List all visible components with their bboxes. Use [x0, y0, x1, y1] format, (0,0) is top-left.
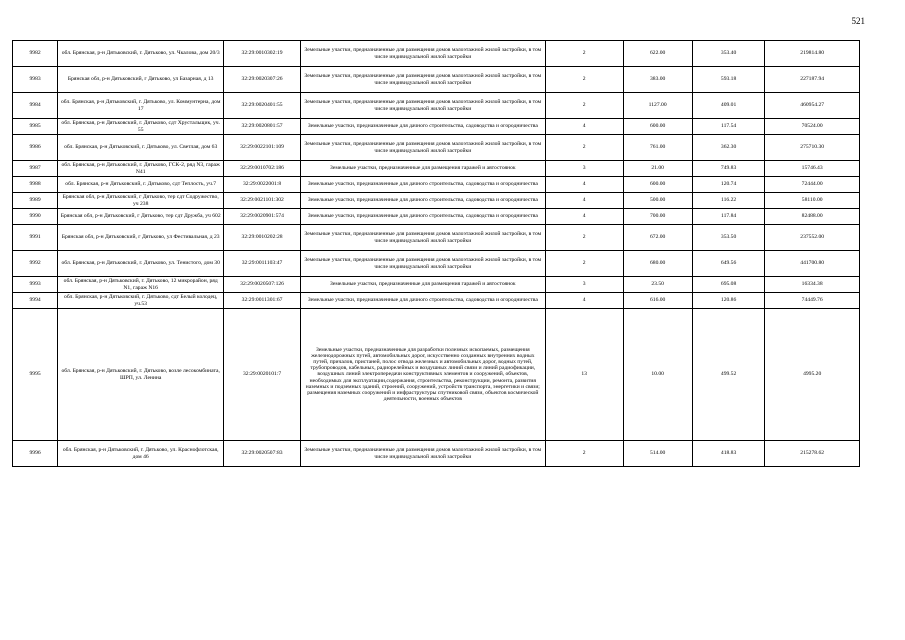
row-number: 9994: [13, 293, 58, 309]
land-use-cell: Земельные участки, предназначенные для размещения домов малоэтажной жилой застройки, в том числе индивидуальной жилой застройки: [300, 93, 545, 119]
area-cell: 1127.00: [623, 93, 692, 119]
use-kind-code-cell: 13: [545, 309, 623, 441]
specific-cost-cell: 649.56: [692, 251, 765, 277]
cadastral-number-cell: 32:29:0010302:19: [224, 41, 301, 67]
cadastral-number-cell: 32:29:0021101:302: [224, 193, 301, 209]
cadastral-value-cell: 58110.00: [765, 193, 860, 209]
cadastral-value-cell: 82488.00: [765, 209, 860, 225]
cadastral-value-cell: 72444.00: [765, 177, 860, 193]
cadastral-number-cell: 32:29:0020901:574: [224, 209, 301, 225]
table-row: [13, 93, 860, 119]
cadastral-value-cell: 215278.62: [765, 441, 860, 467]
use-kind-code-cell: 2: [545, 67, 623, 93]
specific-cost-cell: 499.52: [692, 309, 765, 441]
use-kind-code-cell: 2: [545, 225, 623, 251]
address-cell: обл. Брянская, р-н Дятьковский, г. Дятьково, ул. Чкалова, дом 20/3: [58, 41, 224, 67]
specific-cost-cell: 116.22: [692, 193, 765, 209]
land-plot-register-table: [12, 40, 860, 467]
cadastral-number-cell: 32:29:0022101:109: [224, 135, 301, 161]
address-cell: обл. Брянская, р-н Дятьковский, г. Дятьково, ГСК-2, ряд N3, гараж N41: [58, 161, 224, 177]
cadastral-value-cell: 74449.76: [765, 293, 860, 309]
specific-cost-cell: 353.40: [692, 41, 765, 67]
specific-cost-cell: 695.08: [692, 277, 765, 293]
address-cell: обл. Брянская, р-н Дятьковский, г. Дятьково, возле лесокомбината, ШРП, ул. Ленина: [58, 309, 224, 441]
address-cell: Брянская обл, р-н Дятьковский, г Дятьково, ул Фестивальная, д 23: [58, 225, 224, 251]
row-number: 9991: [13, 225, 58, 251]
cadastral-value-cell: 70524.00: [765, 119, 860, 135]
table-row: [13, 293, 860, 309]
use-kind-code-cell: 4: [545, 177, 623, 193]
specific-cost-cell: 120.74: [692, 177, 765, 193]
row-number: 9987: [13, 161, 58, 177]
row-number: 9984: [13, 93, 58, 119]
table-row: [13, 177, 860, 193]
land-use-cell: Земельные участки, предназначенные для размещения домов малоэтажной жилой застройки, в том числе индивидуальной жилой застройки: [300, 67, 545, 93]
cadastral-value-cell: 275710.30: [765, 135, 860, 161]
table-row: [13, 277, 860, 293]
cadastral-value-cell: 15746.43: [765, 161, 860, 177]
cadastral-value-cell: 237552.00: [765, 225, 860, 251]
address-cell: обл. Брянская, р-н Дятьковский, г. Дятьково, сдт Теплость, уч.7: [58, 177, 224, 193]
table-row: [13, 251, 860, 277]
row-number: 9988: [13, 177, 58, 193]
use-kind-code-cell: 2: [545, 251, 623, 277]
specific-cost-cell: 353.50: [692, 225, 765, 251]
table-row: [13, 193, 860, 209]
cadastral-number-cell: 32:29:0020507:83: [224, 441, 301, 467]
specific-cost-cell: 418.83: [692, 441, 765, 467]
specific-cost-cell: 120.86: [692, 293, 765, 309]
use-kind-code-cell: 4: [545, 293, 623, 309]
table-row: [13, 309, 860, 441]
use-kind-code-cell: 2: [545, 135, 623, 161]
area-cell: 600.00: [623, 119, 692, 135]
cadastral-number-cell: 32:29:0020101:7: [224, 309, 301, 441]
cadastral-number-cell: 32:29:0020507:126: [224, 277, 301, 293]
area-cell: 383.00: [623, 67, 692, 93]
row-number: 9986: [13, 135, 58, 161]
land-use-cell: Земельные участки, предназначенные для размещения домов малоэтажной жилой застройки, в том числе индивидуальной жилой застройки: [300, 41, 545, 67]
land-use-cell: Земельные участки, предназначенные для дачного строительства, садоводства и огородничества: [300, 293, 545, 309]
address-cell: обл. Брянская, р-н Дятьковский, г. Дятьково, ул. Тенистого, дом 30: [58, 251, 224, 277]
page-number: 521: [851, 16, 865, 26]
row-number: 9985: [13, 119, 58, 135]
cadastral-number-cell: 32:29:0011301:67: [224, 293, 301, 309]
land-use-cell: Земельные участки, предназначенные для дачного строительства, садоводства и огородничества: [300, 177, 545, 193]
use-kind-code-cell: 2: [545, 441, 623, 467]
address-cell: Брянская обл, р-н Дятьковский, г Дятьково, ул Базарная, д 13: [58, 67, 224, 93]
cadastral-number-cell: 32:29:0020401:55: [224, 93, 301, 119]
address-cell: обл. Брянская, р-н Дятьковский, г. Дятьково, сдт Хрустальщик, уч. 55: [58, 119, 224, 135]
land-use-cell: Земельные участки, предназначенные для размещения домов малоэтажной жилой застройки, в том числе индивидуальной жилой застройки: [300, 225, 545, 251]
cadastral-value-cell: 4995.20: [765, 309, 860, 441]
use-kind-code-cell: 4: [545, 209, 623, 225]
row-number: 9989: [13, 193, 58, 209]
table-row: [13, 41, 860, 67]
table-row: [13, 225, 860, 251]
address-cell: обл. Брянская, р-н Дятьковский, г. Дятьково, ул. Краснофлотская, дом 46: [58, 441, 224, 467]
land-use-cell: Земельные участки, предназначенные для размещения домов малоэтажной жилой застройки, в том числе индивидуальной жилой застройки: [300, 135, 545, 161]
specific-cost-cell: 117.84: [692, 209, 765, 225]
cadastral-number-cell: 32:29:0010202:28: [224, 225, 301, 251]
area-cell: 622.00: [623, 41, 692, 67]
row-number: 9992: [13, 251, 58, 277]
specific-cost-cell: 593.18: [692, 67, 765, 93]
use-kind-code-cell: 2: [545, 93, 623, 119]
area-cell: 700.00: [623, 209, 692, 225]
address-cell: обл. Брянская, р-н Дятьковский, г. Дятьково, сдт Белый колодец, уч.53: [58, 293, 224, 309]
table-row: [13, 209, 860, 225]
address-cell: обл. Брянская, р-н Дятьковский, г. Дятьково, 12 микрорайон, ряд N1, гараж N16: [58, 277, 224, 293]
address-cell: обл. Брянская, р-н Дятьковский, г. Дятьково, ул. Коммунтерна, дом 17: [58, 93, 224, 119]
address-cell: Брянская обл, р-н Дятьковский, г Дятьково, тер сдт Содружество, уч 238: [58, 193, 224, 209]
use-kind-code-cell: 2: [545, 41, 623, 67]
table-row: [13, 441, 860, 467]
area-cell: 600.00: [623, 177, 692, 193]
area-cell: 514.00: [623, 441, 692, 467]
use-kind-code-cell: 3: [545, 161, 623, 177]
land-use-cell: Земельные участки, предназначенные для разработки полезных ископаемых, размещения железнодорожных путей, автомобильных дорог, искусственно созданных внутренних водных путей, причалов, пристаней, полос отвода железных и автомобильных дорог, водных путей, трубопроводов, кабельных, радиорелейных и воздушных линий связи и линий радиофикации, воздушных линий электропередачи конструктивных элементов и сооружений, объектов, необходимых для эксплуатации,содержания, строительства, реконструкции, ремонта, развития наземных и подземных зданий, строений, сооружений, устройств транспорта, энергетики и связи; размещения наземных сооружений и инфраструктуры спутниковой связи, объектов космической деятельности, военных объектов: [300, 309, 545, 441]
cadastral-number-cell: 32:29:0010702:186: [224, 161, 301, 177]
area-cell: 500.00: [623, 193, 692, 209]
row-number: 9995: [13, 309, 58, 441]
land-use-cell: Земельные участки, предназначенные для размещения домов малоэтажной жилой застройки, в том числе индивидуальной жилой застройки: [300, 441, 545, 467]
area-cell: 10.00: [623, 309, 692, 441]
area-cell: 616.00: [623, 293, 692, 309]
address-cell: обл. Брянская, р-н Дятьковский, г. Дятьково, ул. Светлая, дом 63: [58, 135, 224, 161]
address-cell: Брянская обл, р-н Дятьковский, г Дятьково, тер сдт Дружба, уч 602: [58, 209, 224, 225]
land-use-cell: Земельные участки, предназначенные для размещения гаражей и автостоянок: [300, 161, 545, 177]
area-cell: 23.50: [623, 277, 692, 293]
cadastral-number-cell: 32:29:0011103:47: [224, 251, 301, 277]
use-kind-code-cell: 4: [545, 193, 623, 209]
row-number: 9982: [13, 41, 58, 67]
specific-cost-cell: 749.83: [692, 161, 765, 177]
specific-cost-cell: 117.54: [692, 119, 765, 135]
land-use-cell: Земельные участки, предназначенные для размещения домов малоэтажной жилой застройки, в том числе индивидуальной жилой застройки: [300, 251, 545, 277]
cadastral-number-cell: 32:29:0020801:57: [224, 119, 301, 135]
table-row: [13, 161, 860, 177]
land-use-cell: Земельные участки, предназначенные для дачного строительства, садоводства и огородничества: [300, 209, 545, 225]
row-number: 9993: [13, 277, 58, 293]
specific-cost-cell: 409.01: [692, 93, 765, 119]
cadastral-value-cell: 16334.38: [765, 277, 860, 293]
use-kind-code-cell: 3: [545, 277, 623, 293]
land-use-cell: Земельные участки, предназначенные для размещения гаражей и автостоянок: [300, 277, 545, 293]
table-row: [13, 135, 860, 161]
row-number: 9983: [13, 67, 58, 93]
table-row: [13, 119, 860, 135]
cadastral-value-cell: 460954.27: [765, 93, 860, 119]
cadastral-value-cell: 227187.94: [765, 67, 860, 93]
land-use-cell: Земельные участки, предназначенные для дачного строительства, садоводства и огородничества: [300, 119, 545, 135]
area-cell: 761.00: [623, 135, 692, 161]
table-body: [13, 41, 860, 467]
table-row: [13, 67, 860, 93]
cadastral-value-cell: 441700.80: [765, 251, 860, 277]
row-number: 9990: [13, 209, 58, 225]
area-cell: 21.00: [623, 161, 692, 177]
row-number: 9996: [13, 441, 58, 467]
area-cell: 680.00: [623, 251, 692, 277]
specific-cost-cell: 362.30: [692, 135, 765, 161]
area-cell: 672.00: [623, 225, 692, 251]
cadastral-number-cell: 32:29:0022001:8: [224, 177, 301, 193]
cadastral-number-cell: 32:29:0020307:26: [224, 67, 301, 93]
land-use-cell: Земельные участки, предназначенные для дачного строительства, садоводства и огородничества: [300, 193, 545, 209]
use-kind-code-cell: 4: [545, 119, 623, 135]
cadastral-value-cell: 219814.80: [765, 41, 860, 67]
